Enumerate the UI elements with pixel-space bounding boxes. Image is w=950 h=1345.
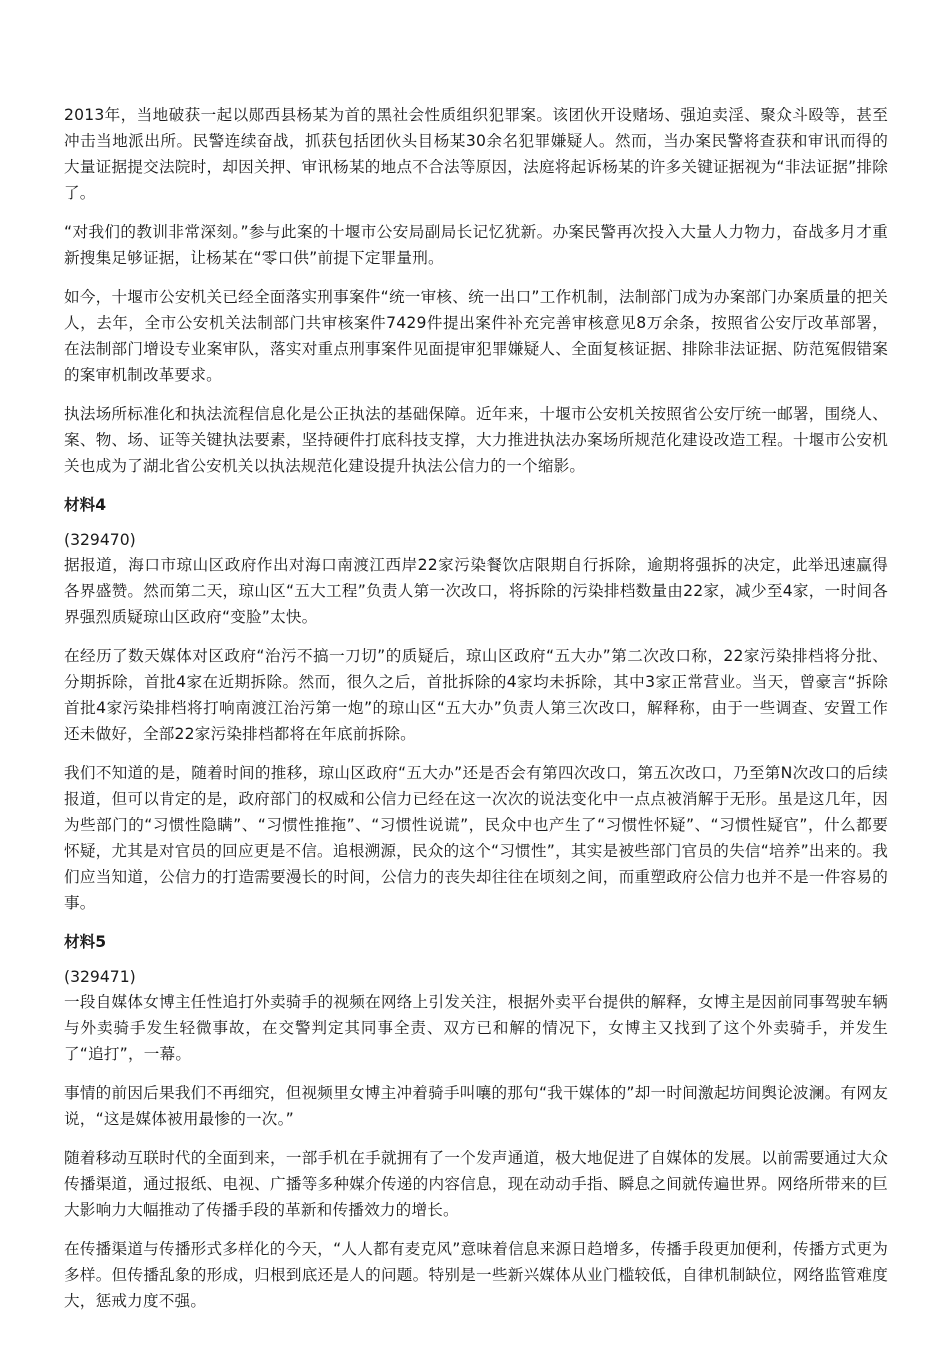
- material4-paragraph-1: 据报道，海口市琼山区政府作出对海口南渡江西岸22家污染餐饮店限期自行拆除，逾期将强拆的决定，此举迅速赢得各界盛赞。然而第二天，琼山区“五大工程”负责人第一次改口，将拆除的污染排档数量由22家，减少至4家，一时间各界强烈质疑琼山区政府“变脸”太快。: [64, 556, 888, 626]
- material4-paragraph-3: 我们不知道的是，随着时间的推移，琼山区政府“五大办”还是否会有第四次改口，第五次改口，乃至第N次改口的后续报道，但可以肯定的是，政府部门的权威和公信力已经在这一次次的说法变化中一点点被消解于无形。虽是这几年，因为些部门的“习惯性隐瞒”、“习惯性推拖”、“习惯性说谎”，民众中也产生了“习惯性怀疑”、“习惯性疑官”，什么都要怀疑，尤其是对官员的回应更是不信。追根溯源，民众的这个“习惯性”，其实是被些部门官员的失信“培养”出来的。我们应当知道，公信力的打造需要漫长的时间，公信力的丧失却往往在顷刻之间，而重塑政府公信力也并不是一件容易的事。: [64, 764, 888, 912]
- material5-paragraph-4: 在传播渠道与传播形式多样化的今天，“人人都有麦克风”意味着信息来源日趋增多，传播手段更加便利，传播方式更为多样。但传播乱象的形成，归根到底还是人的问题。特别是一些新兴媒体从业门槛较低，自律机制缺位，网络监管难度大，惩戒力度不强。: [64, 1240, 888, 1310]
- material4-heading: 材料4: [64, 496, 107, 514]
- material4-paragraph-2: 在经历了数天媒体对区政府“治污不搞一刀切”的质疑后，琼山区政府“五大办”第二次改口称，22家污染排档将分批、分期拆除，首批4家在近期拆除。然而，很久之后，首批拆除的4家均未拆除，其中3家正常营业。当天，曾豪言“拆除首批4家污染排档将打响南渡江治污第一炮”的琼山区“五大办”负责人第三次改口，解释称，由于一些调查、安置工作还未做好，全部22家污染排档都将在年底前拆除。: [64, 647, 888, 743]
- intro-paragraph-3: 如今，十堰市公安机关已经全面落实刑事案件“统一审核、统一出口”工作机制，法制部门成为办案部门办案质量的把关人，去年，全市公安机关法制部门共审核案件7429件提出案件补充完善审核意见8万余条，按照省公安厅改革部署，在法制部门增设专业案审队，落实对重点刑事案件见面提审犯罪嫌疑人、全面复核证据、排除非法证据、防范冤假错案的案审机制改革要求。: [64, 288, 888, 384]
- material5-paragraph-3: 随着移动互联时代的全面到来，一部手机在手就拥有了一个发声通道，极大地促进了自媒体的发展。以前需要通过大众传播渠道，通过报纸、电视、广播等多种媒介传递的内容信息，现在动动手指、瞬息之间就传遍世界。网络所带来的巨大影响力大幅推动了传播手段的革新和传播效力的增长。: [64, 1149, 888, 1219]
- intro-paragraph-2: “对我们的教训非常深刻。”参与此案的十堰市公安局副局长记忆犹新。办案民警再次投入大量人力物力，奋战多月才重新搜集足够证据，让杨某在“零口供”前提下定罪量刑。: [64, 223, 888, 267]
- material5-paragraph-2: 事情的前因后果我们不再细究，但视频里女博主冲着骑手叫嚷的那句“我干媒体的”却一时间激起坊间舆论波澜。有网友说，“这是媒体被用最惨的一次。”: [64, 1084, 888, 1128]
- material4-code: (329470): [64, 531, 136, 549]
- intro-paragraph-4: 执法场所标准化和执法流程信息化是公正执法的基础保障。近年来，十堰市公安机关按照省公安厅统一邮署，围绕人、案、物、场、证等关键执法要素，坚持硬件打底科技支撑，大力推进执法办案场所规范化建设改造工程。十堰市公安机关也成为了湖北省公安机关以执法规范化建设提升执法公信力的一个缩影。: [64, 405, 888, 475]
- material5-paragraph-1: 一段自媒体女博主任性追打外卖骑手的视频在网络上引发关注，根据外卖平台提供的解释，女博主是因前同事驾驶车辆与外卖骑手发生轻微事故，在交警判定其同事全责、双方已和解的情况下，女博主又找到了这个外卖骑手，并发生了“追打”，一幕。: [64, 993, 888, 1063]
- material5-heading: 材料5: [64, 933, 107, 951]
- material5-code: (329471): [64, 968, 136, 986]
- intro-paragraph-1: 2013年，当地破获一起以郧西县杨某为首的黑社会性质组织犯罪案。该团伙开设赌场、强迫卖淫、聚众斗殴等，甚至冲击当地派出所。民警连续奋战，抓获包括团伙头目杨某30余名犯罪嫌疑人。然而，当办案民警将查获和审讯而得的大量证据提交法院时，却因关押、审讯杨某的地点不合法等原因，法庭将起诉杨某的许多关键证据视为“非法证据”排除了。: [64, 106, 888, 202]
